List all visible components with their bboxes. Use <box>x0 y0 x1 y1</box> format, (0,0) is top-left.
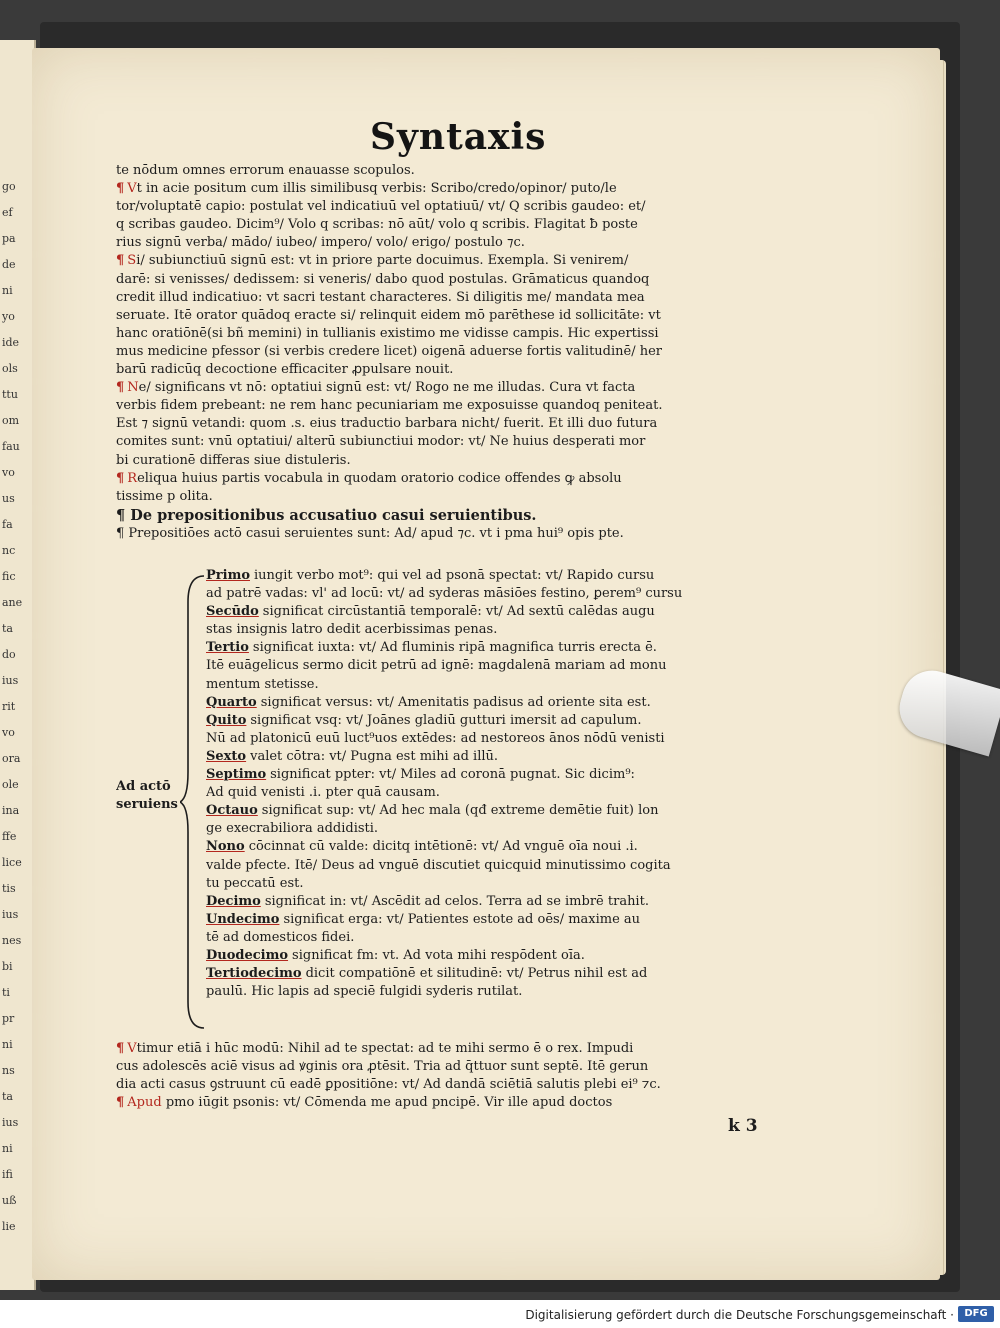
list-item-line <box>206 603 796 621</box>
text-line <box>116 252 796 270</box>
paragraph-mark: ¶ <box>116 470 125 486</box>
paragraph-mark: ¶ <box>116 181 125 197</box>
text-line <box>116 162 796 180</box>
list-item-line <box>206 893 796 911</box>
list-item-line <box>206 965 796 983</box>
text-line <box>116 1094 796 1112</box>
list-item-key: Primo <box>206 568 250 583</box>
list-item-line <box>206 911 796 929</box>
left-page-fragment: yo <box>2 310 15 323</box>
rubric-initial: N <box>127 380 139 396</box>
text-content: t in acie positum cum illis similibusq verbis: Scribo/credo/opinor/ puto/le <box>136 181 617 197</box>
left-page-fragment: ni <box>2 284 13 297</box>
left-page-fragment: vo <box>2 726 15 739</box>
text-line <box>116 271 796 289</box>
preposition-list <box>206 567 796 1001</box>
left-page-fragment: ole <box>2 778 19 791</box>
text-content: pmo iūgit̄ psonis: vt/ Cōmenda me apud pncipē. Vir ille apud doctos <box>161 1095 613 1111</box>
list-item-text: ad patrē vadas: vl' ad locū: vt/ ad syderas māsiōes festino, ꝑerem⁹ cursu <box>206 586 683 602</box>
text-content: barū radicūq decoctione efficaciter ꝓpulsare nouit. <box>116 362 454 378</box>
list-item-text: tē ad domesticos fidei. <box>206 929 355 945</box>
list-item-line <box>206 820 796 838</box>
list-item-text: mentum stetisse. <box>206 676 319 692</box>
left-page-fragment: us <box>2 492 15 505</box>
left-page-fragment: ti <box>2 986 10 999</box>
text-content: bi curationē differas siue distuleris. <box>116 452 351 468</box>
text-content: tor/voluptatē capio: postulat vel indicatiuū vel optatiuū/ vt/ Q scribis gaudeo: et/ <box>116 199 646 215</box>
list-item-key: Quito <box>206 712 247 728</box>
signature-mark: k 3 <box>728 1116 758 1136</box>
footer-credit: Digitalisierung gefördert durch die Deutsche Forschungsgemeinschaft · <box>525 1308 954 1322</box>
list-item-text: valet cōtra: vt/ Pugna est mihi ad illū. <box>250 748 499 764</box>
text-content: e/ significans vt nō: optatiui signū est: vt/ Rogo ne me illudas. Cura vt facta <box>138 380 636 396</box>
text-content: rius signū verba/ mādo/ iubeo/ impero/ volo/ erigo/ postulo ⁊c. <box>116 235 525 251</box>
left-page-fragment: om <box>2 414 20 427</box>
list-item-line <box>206 748 796 766</box>
margin-note <box>116 778 196 814</box>
text-content: mus medicine pfessor (si verbis credere licet) oigenā aduerse fortis valitudinē/ her <box>116 343 662 359</box>
text-content: seruate. Itē orator quādoq eracte si/ relinquit eidem mō parēthese id sollicitāte: vt <box>116 307 661 323</box>
list-item-text: significat ppter: vt/ Miles ad coronā pugnat. Sic dicim⁹: <box>270 767 635 783</box>
left-page-fragment: fau <box>2 440 20 453</box>
text-line <box>116 361 796 379</box>
list-item-key: Nono <box>206 839 245 855</box>
left-page-fragment: uß <box>2 1194 17 1207</box>
rubric-initial: S <box>127 253 137 269</box>
left-page-fragment: ius <box>2 674 19 687</box>
list-item-line <box>206 621 796 639</box>
tail-text-block <box>116 1040 796 1112</box>
paragraph-mark: ¶ <box>116 1041 125 1056</box>
list-item-text: stas insignis latro dedit acerbissimas penas. <box>206 622 498 638</box>
page-title: Syntaxis <box>370 116 547 158</box>
text-line <box>116 1040 796 1058</box>
text-line <box>116 307 796 325</box>
left-page-fragment: ns <box>2 1064 15 1077</box>
text-line <box>116 433 796 451</box>
list-item-line <box>206 983 796 1001</box>
left-page-fragment: nes <box>2 934 22 947</box>
list-item-line <box>206 694 796 712</box>
text-content: i/ subiunctiuū signū est: vt in priore parte docuimus. Exempla. Si venirem/ <box>136 253 629 269</box>
list-item-text: Ad quid venisti .i. pter quā causam. <box>206 785 440 801</box>
list-item-text: tu peccatū est. <box>206 875 304 891</box>
list-item-key: Octauo <box>206 803 258 819</box>
list-item-line <box>206 802 796 820</box>
rubric-initial: Apud <box>127 1095 162 1111</box>
list-item-line <box>206 639 796 657</box>
left-page-fragment: pr <box>2 1012 15 1025</box>
left-page-fragment: fic <box>2 570 16 583</box>
text-line <box>116 289 796 307</box>
text-line <box>116 216 796 234</box>
list-item-line <box>206 875 796 893</box>
list-item-text: valde pfecte. Itē/ Deus ad vnguē discutiet quicquid minutissimo cogita <box>206 857 671 873</box>
left-page-fragment: do <box>2 648 16 661</box>
dfg-logo: DFG <box>958 1306 994 1322</box>
intro-line: ¶ Prepositiōes actō casui seruientes sunt: Ad/ apud ⁊c. vt i pma hui⁹ opis pte. <box>116 525 624 541</box>
text-content: timur etiā i hūc modū: Nihil ad te spectat: ad te mihi sermo ē o rex. Impudi <box>136 1041 634 1056</box>
text-line <box>116 415 796 433</box>
list-item-key: Sexto <box>206 748 247 764</box>
list-item-text: iungit̄ verbo mot⁹: qui vel ad psonā spectat: vt/ Rapido cursu <box>254 568 655 583</box>
left-page-fragment: ols <box>2 362 18 375</box>
list-item-line <box>206 784 796 802</box>
text-line <box>116 470 796 488</box>
list-item-text: Nū ad platonicū euū luct⁹uos extēdes: ad nestoreos ānos nōdū venisti <box>206 730 665 746</box>
rubric-initial: R <box>127 470 138 486</box>
rubric-initial: V <box>127 1041 137 1056</box>
left-page-fragment: ttu <box>2 388 18 401</box>
text-line <box>116 397 796 415</box>
list-item-text: dicit compatiōnē et silitudinē: vt/ Petrus nihil est ad <box>305 966 648 982</box>
left-page-fragment: ane <box>2 596 23 609</box>
section-heading: ¶ De prepositionibus accusatiuo casui seruientibus. <box>116 506 537 524</box>
list-item-line <box>206 676 796 694</box>
text-line <box>116 1076 796 1094</box>
list-item-text: significat versus: vt/ Amenitatis padisus ad oriente sita est. <box>260 694 651 710</box>
left-page-fragment: ffe <box>2 830 17 843</box>
list-item-line <box>206 857 796 875</box>
left-page-fragment: bi <box>2 960 13 973</box>
left-page-fragment: ide <box>2 336 20 349</box>
left-page-fragment: lie <box>2 1220 16 1233</box>
list-item-key: Decimo <box>206 893 261 909</box>
text-line <box>116 198 796 216</box>
left-page-fragment: ta <box>2 622 13 635</box>
left-page-fragment: ni <box>2 1038 13 1051</box>
list-item-text: Itē euāgelicus sermo dicit petrū ad ignē: magdalenā mariam ad monu <box>206 658 667 674</box>
list-item-line <box>206 838 796 856</box>
list-item-text: ge execrabiliora addidisti. <box>206 821 379 837</box>
rubric-initial: V <box>127 181 137 197</box>
text-line <box>116 488 796 506</box>
list-item-text: significat iuxta: vt/ Ad fluminis ripā magnifica turris erecta ē. <box>252 640 657 656</box>
list-item-text: paulū. Hic lapis ad speciē fulgidi syderis rutilat. <box>206 984 523 1000</box>
list-item-key: Duodecimo <box>206 947 289 963</box>
list-item-text: significat f̄m: vt. Ad vota mihi respōdent oīa. <box>292 947 585 963</box>
left-page-fragment: go <box>2 180 16 193</box>
list-item-key: Secūdo <box>206 604 259 620</box>
left-page-fragment: lice <box>2 856 22 869</box>
list-item-text: significat in: vt/ Ascēdit ad celos. Terra ad se imbrē trahit. <box>264 893 649 909</box>
text-line <box>116 1058 796 1076</box>
paragraph-mark: ¶ <box>116 380 125 396</box>
text-content: Est ⁊ signū vetandi: quom .s. eius traductio barbara nicht/ fuerit. Et illi duo futura <box>116 416 658 432</box>
list-item-key: Septimo <box>206 767 267 783</box>
list-item-key: Quarto <box>206 694 257 710</box>
list-item-text: significat sup: vt/ Ad hec mala (qđ extreme demētie fuit) lon <box>261 803 659 819</box>
left-page-fragment: ni <box>2 1142 13 1155</box>
list-item-text: significat circūstantiā temporalē: vt/ Ad sextū calēdas augu <box>262 604 655 620</box>
text-content: te nōdum omnes errorum enauasse scopulos. <box>116 163 415 178</box>
list-item-text: significat vsq: vt/ Joānes gladiū gutturi imersit ad capulum. <box>250 712 642 728</box>
list-item-line <box>206 766 796 784</box>
list-item-line <box>206 585 796 603</box>
left-page-fragment: ta <box>2 1090 13 1103</box>
left-page-fragment: fa <box>2 518 13 531</box>
text-content: credit illud indicatiuo: vt sacri testant̄ characteres. Si diligitis me/ mandata mea <box>116 289 645 305</box>
left-page-fragment: de <box>2 258 16 271</box>
text-content: darē: si venisses/ dedissem: si veneris/ dabo quod postulas. Grāmaticus quandoq <box>116 271 650 287</box>
left-page-fragment: nc <box>2 544 16 557</box>
paragraph-mark: ¶ <box>116 253 125 269</box>
text-content: verbis fidem prebeant: ne rem hanc pecuniariam me exposuisse quandoq peniteat. <box>116 398 663 414</box>
list-item-key: Tertiodecimo <box>206 966 302 982</box>
text-line <box>116 234 796 252</box>
main-text-block <box>116 162 796 543</box>
text-line <box>116 379 796 397</box>
left-page-fragment: ius <box>2 1116 19 1129</box>
text-content: dia acti casus ꝯstruunt̄ cū eadē ꝑpositiōne: vt/ Ad dandā sciētiā salutis plebi ei⁹ ⁊c. <box>116 1077 661 1093</box>
text-line <box>116 325 796 343</box>
text-content: hanc oratiōnē(si bñ memini) in tullianis existimo me vidisse campis. Hic expertissi <box>116 325 659 341</box>
paragraph-mark: ¶ <box>116 1095 125 1111</box>
left-page-fragment: rit <box>2 700 16 713</box>
left-page-fragment: tis <box>2 882 16 895</box>
left-page-edge <box>0 40 36 1290</box>
list-item-text: significat erga: vt/ Patientes estote ad oēs/ maxime au <box>283 911 641 927</box>
list-item-key: Undecimo <box>206 911 280 927</box>
left-page-fragment: ina <box>2 804 20 817</box>
list-item-key: Tertio <box>206 640 249 656</box>
list-item-line <box>206 730 796 748</box>
list-item-line <box>206 567 796 585</box>
text-line <box>116 452 796 470</box>
list-item-text: cōcinnat cū valde: dicitq intētionē: vt/ Ad vnguē oīa noui .i. <box>248 839 638 855</box>
left-page-fragment: ef <box>2 206 13 219</box>
left-page-fragment: ius <box>2 908 19 921</box>
left-page-fragment: ifi <box>2 1168 13 1181</box>
text-line <box>116 343 796 361</box>
list-item-line <box>206 947 796 965</box>
text-content: eliqua huius partis vocabula in quodam oratorio codice offendes ꝙ absolu <box>137 470 622 486</box>
text-line <box>116 180 796 198</box>
left-page-fragment: ora <box>2 752 21 765</box>
list-item-line <box>206 712 796 730</box>
footer <box>0 1300 1000 1328</box>
text-content: q scribas gaudeo. Dicim⁹/ Volo q scribas: nō aūt/ volo q scribis. Flagitat ƀ poste <box>116 217 638 233</box>
list-item-line <box>206 929 796 947</box>
left-page-fragment: pa <box>2 232 16 245</box>
margin-note-line: Ad actō <box>116 779 171 794</box>
text-content: cus adolescēs aciē visus ad ꝟginis ora ꝓtēsit. Tria ad q̄ttuor sunt septē. Itē gerun <box>116 1059 649 1075</box>
text-content: comites sunt: vnū optatiui/ alterū subiunctiui modor: vt/ Ne huius desperati mor <box>116 434 646 450</box>
text-content: tissime p olita. <box>116 488 213 504</box>
list-item-line <box>206 657 796 675</box>
left-page-fragment: vo <box>2 466 15 479</box>
margin-note-line: seruiens <box>116 797 178 812</box>
